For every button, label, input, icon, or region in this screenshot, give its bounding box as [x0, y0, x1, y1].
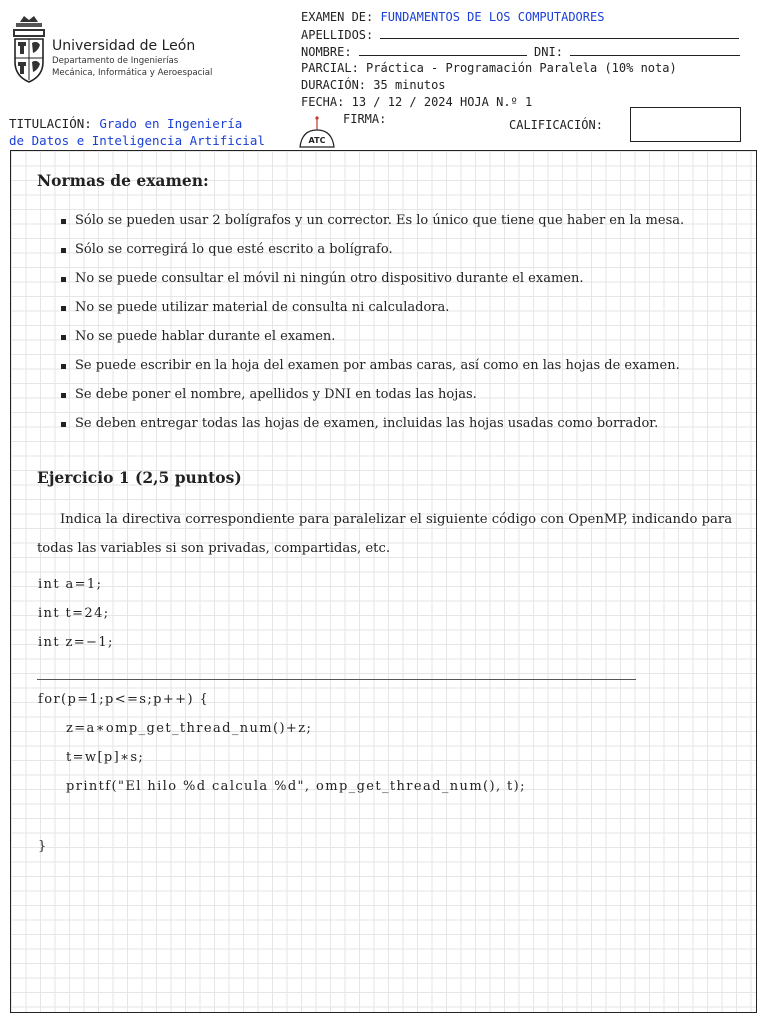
university-logo [10, 12, 250, 87]
fecha-label: FECHA: [301, 95, 345, 109]
list-item: No se puede hablar durante el examen. [61, 322, 684, 351]
titulacion-value-1: Grado en Ingeniería [99, 116, 243, 131]
calificacion-box[interactable] [630, 107, 741, 142]
exam-header [0, 0, 768, 150]
calificacion-label: CALIFICACIÓN: [509, 118, 603, 132]
university-crest-icon [10, 12, 48, 84]
titulacion-value-2: de Datos e Inteligencia Artificial [9, 133, 265, 148]
firma-label: FIRMA: [343, 112, 387, 126]
nombre-label: NOMBRE: [301, 45, 352, 59]
exercise-title: Ejercicio 1 (2,5 puntos) [37, 468, 242, 487]
atc-logo-text: ATC [308, 136, 326, 145]
exercise-statement: Indica la directiva correspondiente para paralelizar el siguiente código con OpenMP, indicando para todas las variables si son privadas, compartidas, etc. [37, 512, 733, 556]
code-line: printf("El hilo %d calcula %d", omp_get_thread_num(), t); [66, 779, 526, 794]
code-line: t=w[p]∗s; [66, 750, 145, 765]
dni-label: DNI: [534, 45, 563, 59]
fecha-value: 13 / 12 / 2024 [351, 95, 453, 109]
duracion-label: DURACIÓN: [301, 78, 367, 92]
list-item: No se puede consultar el móvil ni ningún otro dispositivo durante el examen. [61, 264, 684, 293]
code-line: int a=1; [38, 577, 103, 592]
list-item: No se puede utilizar material de consulta ni calculadora. [61, 293, 684, 322]
department-name [52, 55, 212, 79]
code-line: } [38, 839, 48, 854]
list-item: Sólo se pueden usar 2 bolígrafos y un corrector. Es lo único que tiene que haber en la mesa. [61, 206, 684, 235]
apellidos-field[interactable] [380, 26, 739, 39]
nombre-row [301, 43, 746, 60]
code-line: for(p=1;p<=s;p++) { [38, 692, 210, 707]
atc-logo [298, 115, 336, 149]
titulacion-label: TITULACIÓN: [9, 116, 92, 131]
list-item: Se deben entregar todas las hojas de examen, incluidas las hojas usadas como borrador. [61, 409, 684, 438]
list-item: Se puede escribir en la hoja del examen por ambas caras, así como en las hojas de examen. [61, 351, 684, 380]
university-name: Universidad de León [52, 38, 196, 54]
code-line: int t=24; [38, 606, 110, 621]
rules-title: Normas de examen: [37, 171, 209, 190]
duracion-value: 35 minutos [373, 78, 446, 92]
separator-line [37, 679, 636, 680]
atc-logo-icon [298, 115, 336, 149]
answer-sheet [10, 150, 757, 1013]
dni-field[interactable] [570, 43, 740, 56]
duracion-row [301, 77, 746, 94]
nombre-field[interactable] [359, 43, 527, 56]
department-line-2: Mecánica, Informática y Aeroespacial [52, 68, 213, 78]
apellidos-row [301, 26, 746, 43]
exam-row [301, 9, 746, 26]
exam-info [301, 9, 746, 111]
list-item: Se debe poner el nombre, apellidos y DNI en todas las hojas. [61, 380, 684, 409]
department-line-1: Departamento de Ingenierías [52, 56, 179, 66]
parcial-label: PARCIAL: [301, 61, 359, 75]
exam-value: FUNDAMENTOS DE LOS COMPUTADORES [380, 10, 605, 24]
exam-label: EXAMEN DE: [301, 10, 374, 24]
parcial-row [301, 60, 746, 77]
code-line: int z=−1; [38, 635, 114, 650]
titulacion [9, 115, 265, 149]
parcial-value: Práctica - Programación Paralela (10% nota) [366, 61, 677, 75]
apellidos-label: APELLIDOS: [301, 28, 374, 42]
code-line: z=a∗omp_get_thread_num()+z; [66, 721, 313, 736]
hoja-label: HOJA N.º 1 [459, 95, 533, 109]
rules-list [61, 206, 684, 438]
list-item: Sólo se corregirá lo que esté escrito a bolígrafo. [61, 235, 684, 264]
